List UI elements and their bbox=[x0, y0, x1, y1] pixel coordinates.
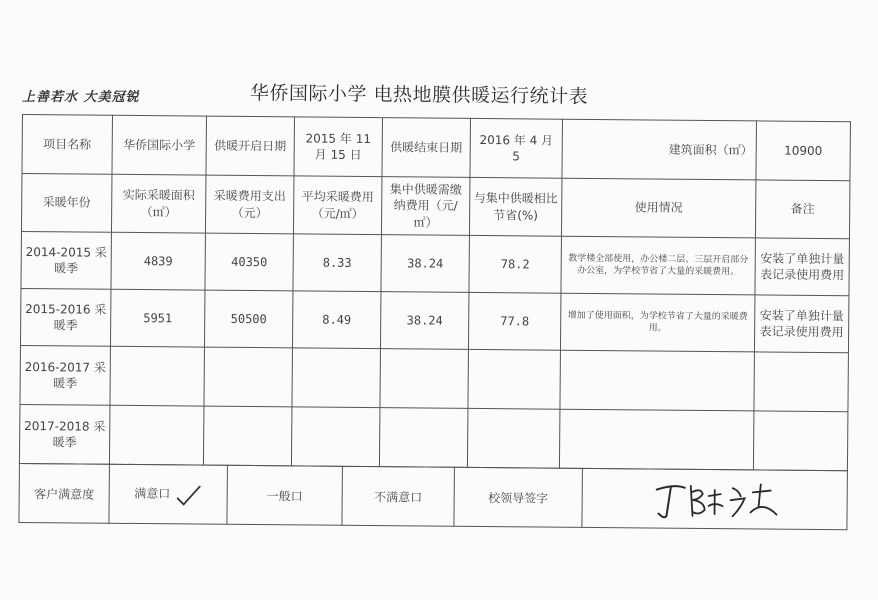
usage-cell: 教学楼全部使用，办公楼二层、三层开启部分办公室，为学校节省了大量的采暖费用。 bbox=[561, 236, 755, 295]
option-satisfied-label: 满意口 bbox=[134, 486, 171, 501]
avg-cost-cell: 8.33 bbox=[293, 234, 381, 292]
remarks-cell: 安装了单独计量表记录使用费用 bbox=[755, 238, 849, 296]
handwritten-signature bbox=[644, 475, 784, 522]
checkmark-icon bbox=[176, 482, 202, 506]
end-date-label: 供暖结束日期 bbox=[382, 118, 471, 178]
project-name-label: 项目名称 bbox=[22, 115, 113, 175]
table-row bbox=[21, 231, 849, 295]
avg-cost-cell: 8.49 bbox=[292, 291, 380, 349]
signature-field[interactable] bbox=[582, 468, 848, 529]
remarks-cell bbox=[753, 411, 848, 471]
avg-cost-cell bbox=[292, 348, 381, 408]
company-motto: 上善若水 大美冠锐 bbox=[22, 90, 140, 105]
cost-cell: 40350 bbox=[205, 233, 293, 291]
option-average[interactable]: 一般口 bbox=[227, 465, 343, 525]
building-area-label: 建筑面积（㎡） bbox=[562, 119, 757, 180]
header-row bbox=[21, 174, 849, 239]
remarks-cell: 安装了单独计量表记录使用费用 bbox=[754, 295, 848, 353]
central-fee-cell bbox=[380, 349, 469, 409]
option-satisfied[interactable] bbox=[109, 464, 228, 524]
end-date-value: 2016 年 4 月 5 bbox=[470, 118, 563, 178]
year-cell: 2015-2016 采暖季 bbox=[20, 288, 110, 346]
col-header-avg-cost: 平均采暖费用（元/㎡） bbox=[293, 176, 382, 235]
col-header-remarks: 备注 bbox=[755, 180, 850, 239]
central-fee-cell: 38.24 bbox=[380, 292, 468, 350]
saving-cell: 78.2 bbox=[469, 235, 561, 293]
usage-cell bbox=[559, 409, 754, 470]
year-cell: 2014-2015 采暖季 bbox=[21, 231, 111, 289]
table-row bbox=[20, 345, 848, 411]
statistics-table bbox=[18, 114, 849, 523]
year-cell: 2017-2018 采暖季 bbox=[19, 404, 110, 464]
remarks-cell bbox=[754, 352, 849, 412]
saving-cell: 77.8 bbox=[468, 292, 560, 350]
col-header-year: 采暖年份 bbox=[21, 174, 112, 233]
option-unsatisfied[interactable]: 不满意口 bbox=[342, 466, 455, 526]
avg-cost-cell bbox=[291, 407, 380, 467]
start-date-label: 供暖开启日期 bbox=[206, 116, 295, 176]
col-header-central-fee: 集中供暖需缴纳费用（元/㎡） bbox=[381, 177, 470, 236]
signature-label: 校领导签字 bbox=[454, 467, 583, 527]
central-fee-cell bbox=[379, 408, 468, 468]
table-row bbox=[20, 288, 848, 352]
project-name-value: 华侨国际小学 bbox=[112, 115, 207, 175]
col-header-cost: 采暖费用支出（元） bbox=[205, 175, 294, 234]
cost-cell bbox=[203, 406, 292, 466]
document-title: 华侨国际小学 电热地膜供暖运行统计表 bbox=[249, 82, 589, 108]
satisfaction-row bbox=[18, 463, 847, 530]
actual-area-cell: 5951 bbox=[110, 289, 204, 347]
col-header-usage: 使用情况 bbox=[561, 178, 755, 238]
saving-cell bbox=[467, 408, 560, 468]
actual-area-cell bbox=[110, 346, 205, 406]
start-date-value: 2015 年 11 月 15 日 bbox=[294, 117, 383, 177]
info-row bbox=[22, 115, 850, 181]
satisfaction-label: 客户满意度 bbox=[19, 463, 110, 523]
saving-cell bbox=[468, 349, 561, 409]
actual-area-cell: 4839 bbox=[111, 232, 205, 290]
usage-cell bbox=[560, 350, 755, 411]
col-header-actual-area: 实际采暖面积（㎡） bbox=[111, 174, 206, 233]
usage-cell: 增加了使用面积，为学校节省了大量的采暖费用。 bbox=[560, 293, 754, 352]
cost-cell bbox=[204, 347, 293, 407]
actual-area-cell bbox=[109, 405, 204, 465]
col-header-saving: 与集中供暖相比节省(%) bbox=[469, 177, 562, 236]
table-row bbox=[19, 404, 847, 470]
central-fee-cell: 38.24 bbox=[381, 235, 469, 293]
year-cell: 2016-2017 采暖季 bbox=[20, 345, 111, 405]
cost-cell: 50500 bbox=[204, 290, 292, 348]
building-area-value: 10900 bbox=[756, 121, 851, 181]
